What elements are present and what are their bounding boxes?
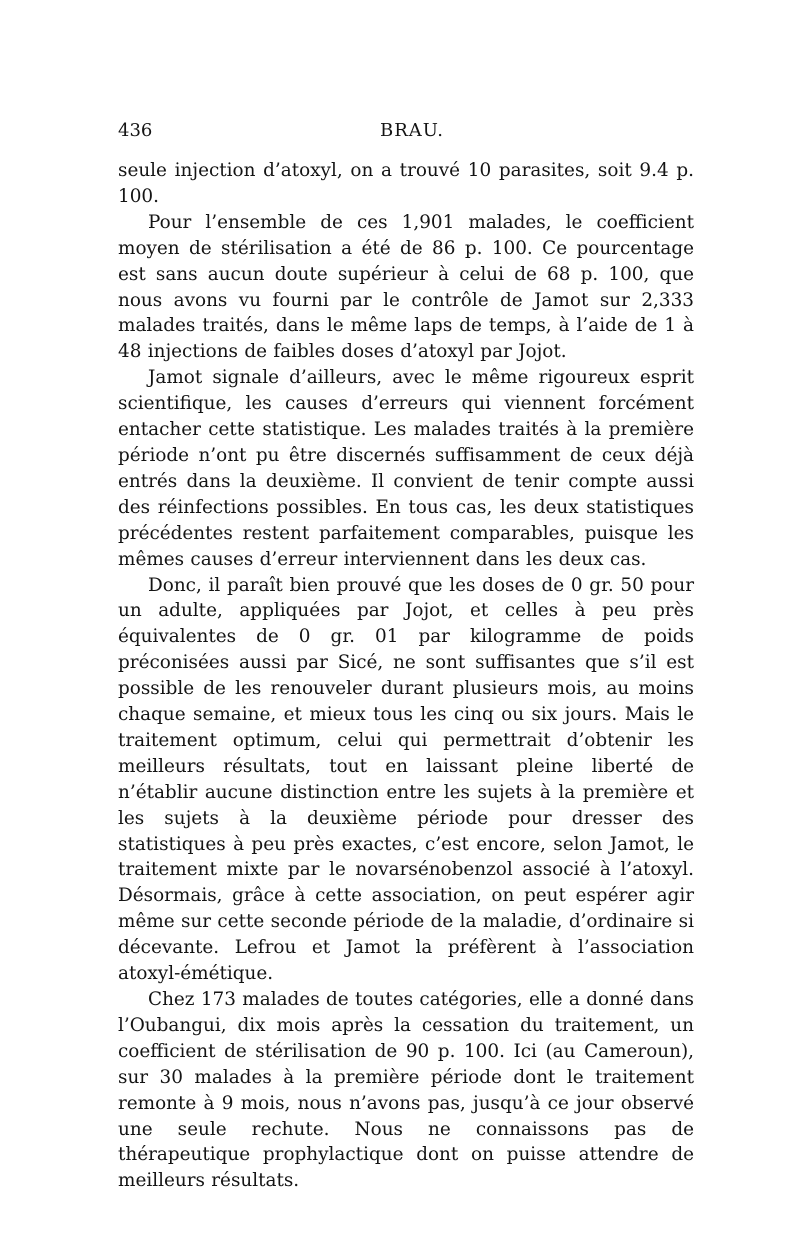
page-number: 436: [118, 120, 153, 141]
paragraph-continuation: seule injection d’atoxyl, on a trouvé 10 parasites, soit 9.4 p. 100.: [118, 160, 694, 207]
paragraph: Jamot signale d’ailleurs, avec le même rigoureux esprit scientifique, les causes d’erreurs qui viennent forcément entacher cette statistique. Les malades traités à la première période n’ont pu être discernés suffisamment de ceux déjà entrés dans la deuxième. Il convient de tenir compte aussi des réinfections possibles. En tous cas, les deux statistiques précédentes restent parfaitement comparables, puisque les mêmes causes d’erreur interviennent dans les deux cas.: [118, 367, 694, 570]
page-header: [118, 120, 694, 150]
paragraph: Donc, il paraît bien prouvé que les doses de 0 gr. 50 pour un adulte, appliquées par Jojot, et celles à peu près équivalentes de 0 gr. 01 par kilogramme de poids préconisées aussi par Sicé, ne sont suffisantes que s’il est possible de les renouveler durant plusieurs mois, au moins chaque semaine, et mieux tous les cinq ou six jours. Mais le traitement optimum, celui qui permettrait d’obtenir les meilleurs résultats, tout en laissant pleine liberté de n’établir aucune distinction entre les sujets à la première et les sujets à la deuxième période pour dresser des statistiques à peu près exactes, c’est encore, selon Jamot, le traitement mixte par le novarsénobenzol associé à l’atoxyl. Désormais, grâce à cette association, on peut espérer agir même sur cette seconde période de la maladie, d’ordinaire si décevante. Lefrou et Jamot la préfèrent à l’association atoxyl-émétique.: [118, 574, 694, 985]
paragraph: Chez 173 malades de toutes catégories, elle a donné dans l’Oubangui, dix mois après la cessation du traitement, un coefficient de stérilisation de 90 p. 100. Ici (au Cameroun), sur 30 malades à la première période dont le traitement remonte à 9 mois, nous n’avons pas, jusqu’à ce jour observé une seule rechute. Nous ne connaissons pas de thérapeutique prophylactique dont on puisse attendre de meilleurs résultats.: [118, 989, 694, 1192]
paragraph: Pour l’ensemble de ces 1,901 malades, le coefficient moyen de stérilisation a été de 86 p. 100. Ce pourcentage est sans aucun doute supérieur à celui de 68 p. 100, que nous avons vu fourni par le contrôle de Jamot sur 2,333 malades traités, dans le même laps de temps, à l’aide de 1 à 48 injections de faibles doses d’atoxyl par Jojot.: [118, 211, 694, 363]
running-head: BRAU.: [380, 120, 445, 141]
body-text: [118, 158, 694, 1194]
